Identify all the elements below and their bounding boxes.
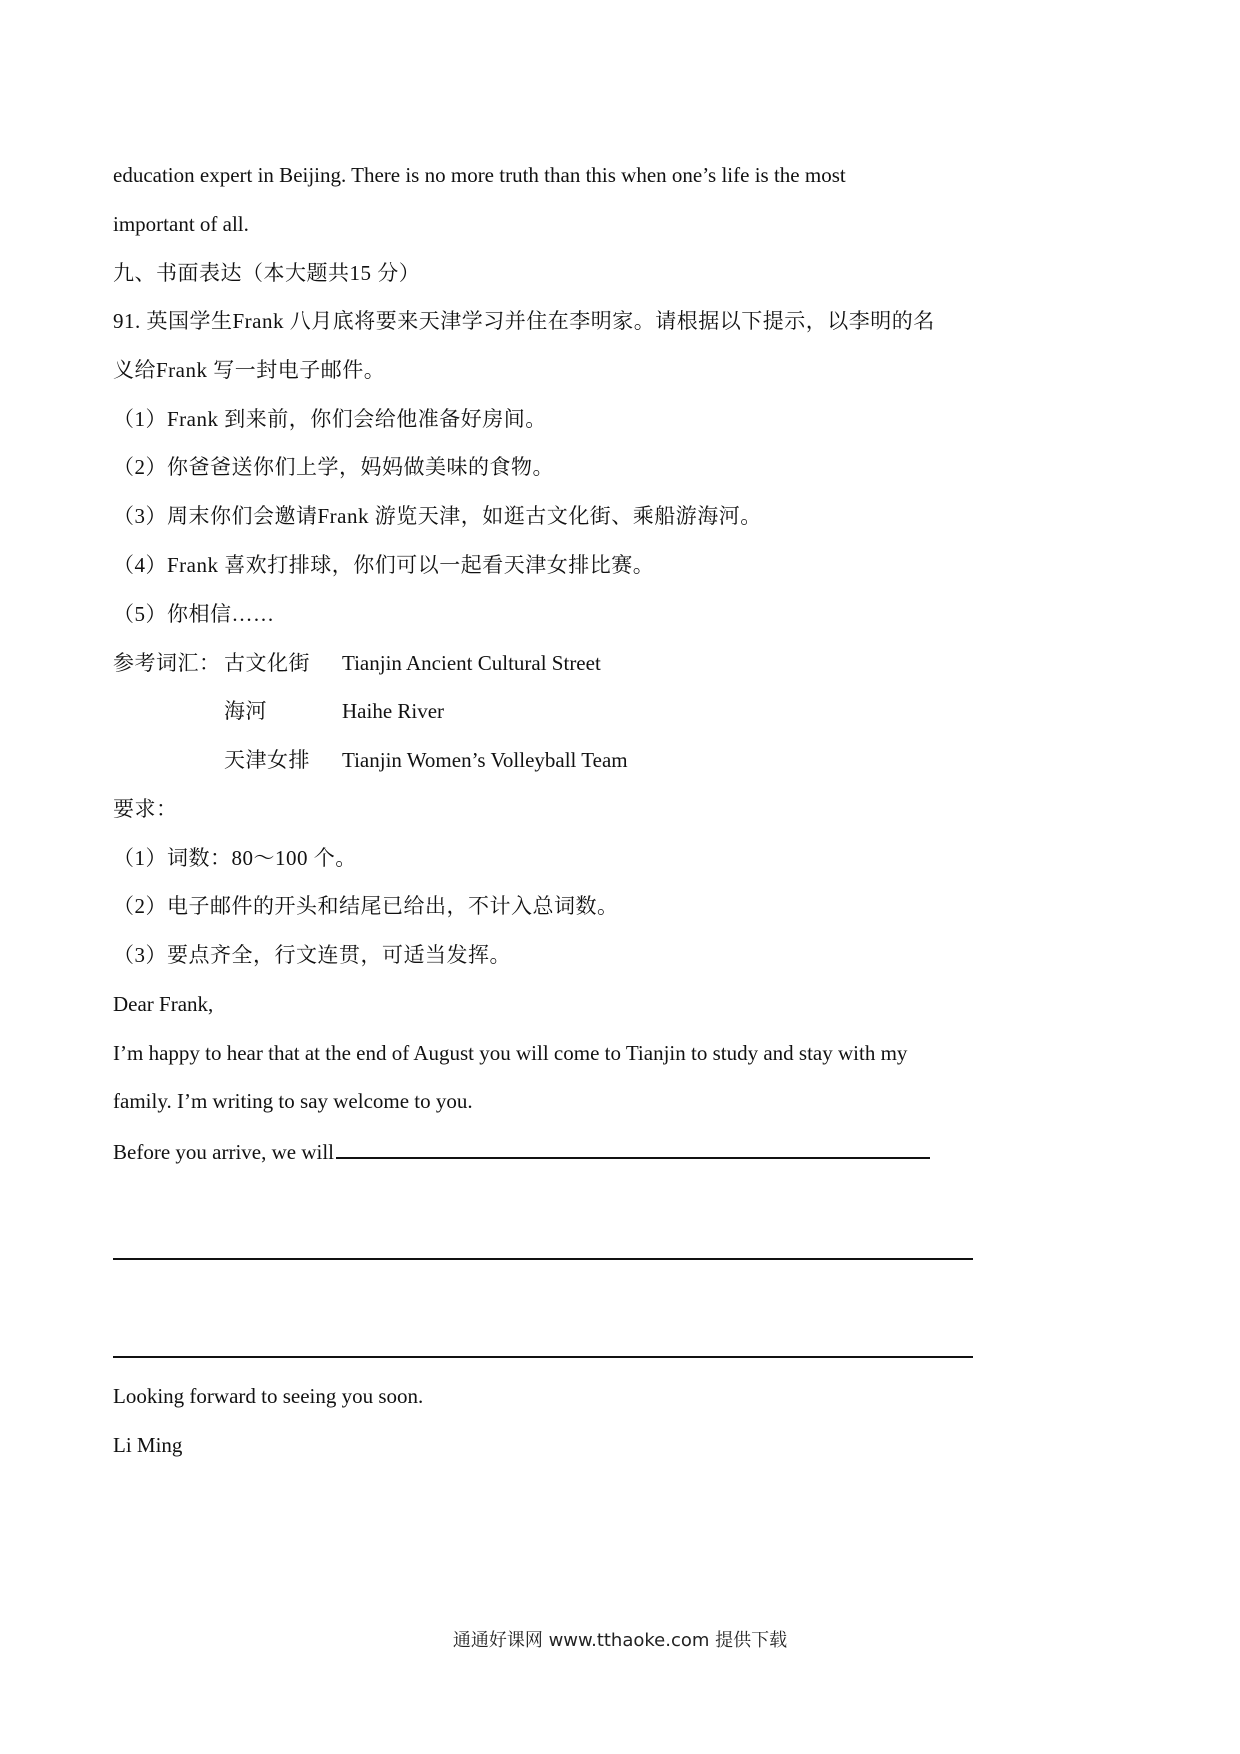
vocab-cn: 海河	[224, 699, 267, 723]
letter-closing: Looking forward to seeing you soon.	[113, 1384, 424, 1408]
answer-blank-inline[interactable]	[336, 1135, 930, 1159]
letter-continuation: Before you arrive, we will	[113, 1140, 335, 1164]
passage-line-2: important of all.	[113, 212, 249, 236]
letter-signature: Li Ming	[113, 1433, 183, 1457]
vocab-en: Tianjin Ancient Cultural Street	[342, 651, 601, 675]
vocab-cn: 天津女排	[224, 748, 310, 772]
answer-line-2[interactable]	[113, 1356, 973, 1358]
passage-line-1: education expert in Beijing. There is no more truth than this when one’s life is the most	[113, 163, 846, 187]
requirements-label: 要求：	[113, 797, 178, 821]
requirement-item: （3）要点齐全，行文连贯，可适当发挥。	[113, 943, 511, 967]
letter-continuation-line	[113, 1135, 930, 1165]
hint-item: （4）Frank 喜欢打排球，你们可以一起看天津女排比赛。	[113, 553, 655, 577]
hint-item: （5）你相信……	[113, 602, 275, 626]
hint-item: （2）你爸爸送你们上学，妈妈做美味的食物。	[113, 455, 554, 479]
question-prompt-line-1: 91. 英国学生Frank 八月底将要来天津学习并住在李明家。请根据以下提示，以李明的名	[113, 309, 935, 333]
vocab-en: Tianjin Women’s Volleyball Team	[342, 748, 628, 772]
letter-body-line-2: family. I’m writing to say welcome to you.	[113, 1089, 473, 1113]
letter-body-line-1: I’m happy to hear that at the end of August you will come to Tianjin to study and stay with my	[113, 1041, 908, 1065]
letter-salutation: Dear Frank,	[113, 992, 214, 1016]
hint-item: （3）周末你们会邀请Frank 游览天津，如逛古文化街、乘船游海河。	[113, 504, 762, 528]
vocab-cn: 古文化街	[224, 651, 310, 675]
answer-line-1[interactable]	[113, 1258, 973, 1260]
section-heading: 九、书面表达（本大题共15 分）	[113, 261, 421, 285]
vocab-label: 参考词汇：	[113, 651, 221, 675]
requirement-item: （2）电子邮件的开头和结尾已给出，不计入总词数。	[113, 894, 619, 918]
question-prompt-line-2: 义给Frank 写一封电子邮件。	[113, 358, 386, 382]
footer-watermark: 通通好课网 www.tthaoke.com 提供下载	[452, 1630, 788, 1651]
hint-item: （1）Frank 到来前，你们会给他准备好房间。	[113, 407, 547, 431]
vocab-en: Haihe River	[342, 699, 445, 723]
requirement-item: （1）词数：80～100 个。	[113, 846, 357, 870]
